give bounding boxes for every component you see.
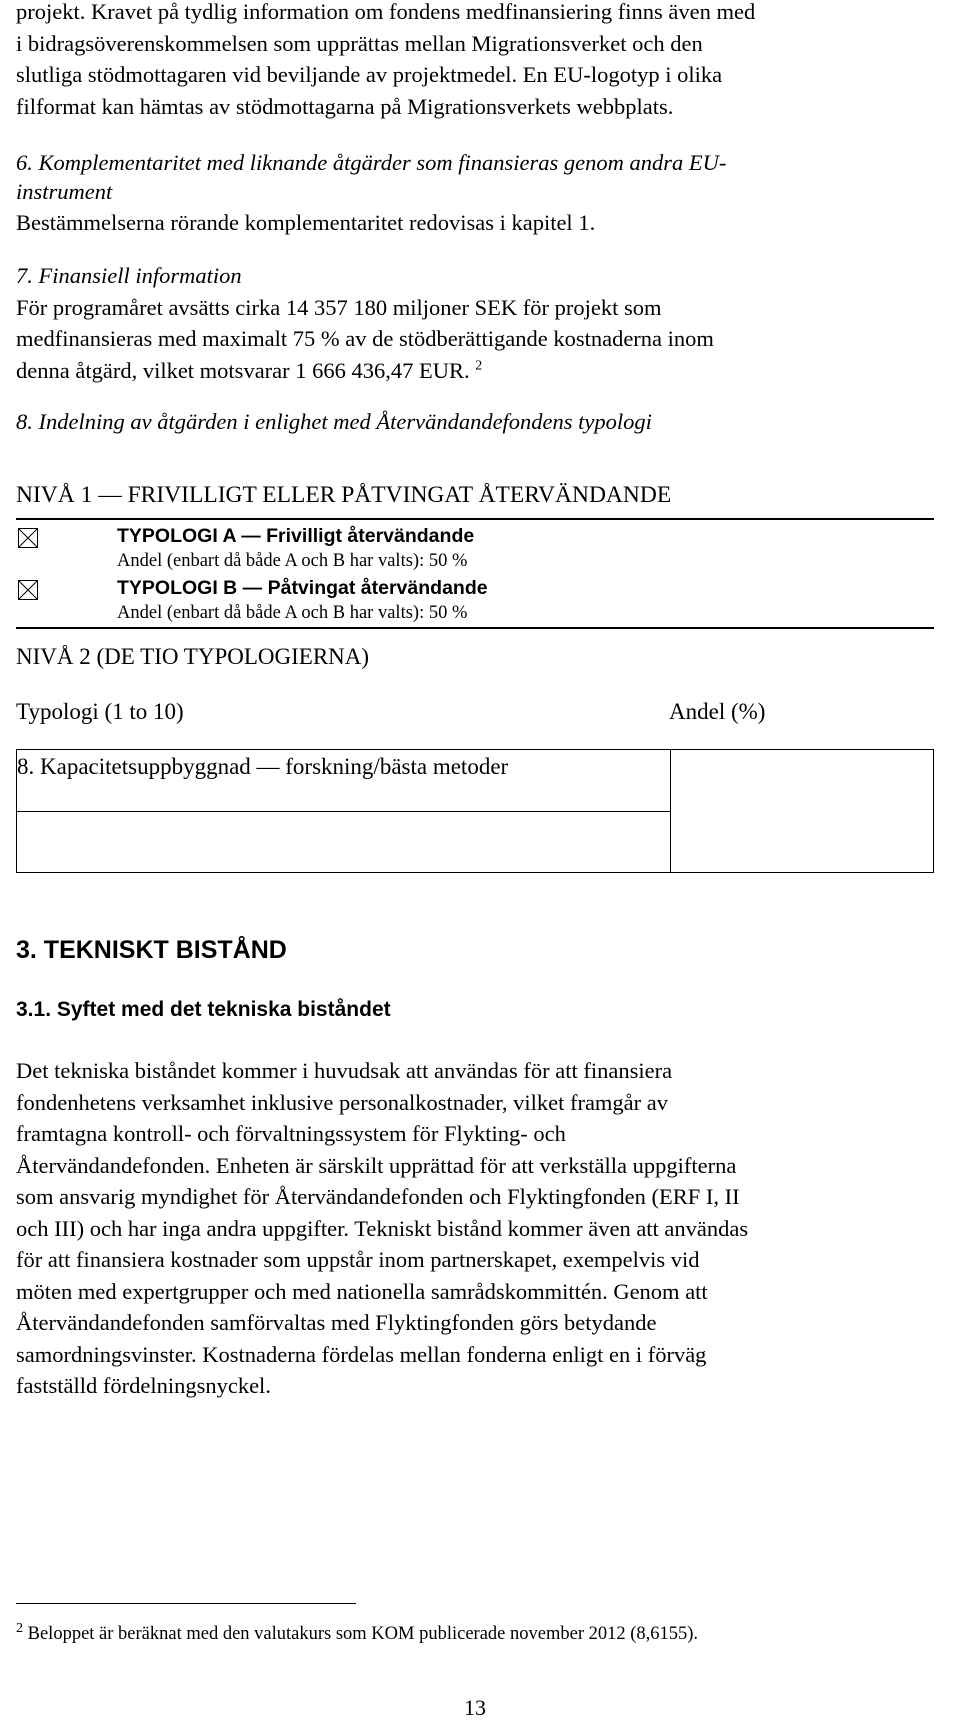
typology-a-checkbox[interactable] (18, 528, 38, 548)
chapter-3-body (16, 1055, 936, 1402)
typology-a-title: TYPOLOGI A — Frivilligt återvändande (117, 525, 475, 547)
typology-b-title: TYPOLOGI B — Påtvingat återvändande (117, 577, 488, 599)
typology-b-share: Andel (enbart då både A och B har valts): 50 % (117, 603, 468, 623)
section-6-heading-cont: instrument (16, 178, 113, 204)
level-1-title: NIVÅ 1 — FRIVILLIGT ELLER PÅTVINGAT ÅTERVÄNDANDE (16, 482, 672, 508)
body-line: för att finansiera kostnader som uppstår inom partnerskapet, exempelvis vid (16, 1247, 700, 1272)
intro-line: projekt. Kravet på tydlig information om fondens medfinansiering finns även med (16, 0, 756, 24)
typology-table (16, 749, 934, 873)
body-line: Återvändandefonden. Enheten är särskilt upprättad för att verkställa uppgifterna (16, 1152, 737, 1178)
body-line: Återvändandefonden samförvaltas med Flyktingfonden görs betydande (16, 1310, 657, 1335)
body-line: framtagna kontroll- och förvaltningssystem för Flykting- och (16, 1121, 566, 1146)
footnote-reference[interactable]: 2 (475, 358, 483, 373)
body-line: som ansvarig myndighet för Återvändandefonden och Flyktingfonden (ERF I, II (16, 1184, 740, 1209)
section-7-line-text: denna åtgärd, vilket motsvarar 1 666 436,47 EUR. (16, 357, 470, 383)
typology-b-checkbox[interactable] (18, 580, 38, 600)
page-number: 13 (464, 1695, 486, 1720)
checked-box-icon (18, 580, 38, 600)
section-7-heading: 7. Finansiell information (16, 263, 242, 288)
footnote-text: Beloppet är beräknat med den valutakurs som KOM publicerade november 2012 (8,6155). (27, 1624, 699, 1644)
body-line: fastställd fördelningsnyckel. (16, 1373, 271, 1398)
divider (16, 518, 934, 520)
body-line: Det tekniska biståndet kommer i huvudsak att användas för att finansiera (16, 1058, 673, 1083)
body-line: möten med expertgrupper och med nationella samrådskommittén. Genom att (16, 1278, 708, 1304)
section-8-heading: 8. Indelning av åtgärden i enlighet med Återvändandefondens typologi (16, 409, 652, 434)
section-6-body: Bestämmelserna rörande komplementaritet redovisas i kapitel 1. (16, 209, 596, 235)
intro-line: slutliga stödmottagaren vid beviljande av projektmedel. En EU-logotyp i olika (16, 62, 723, 87)
divider (16, 627, 934, 629)
intro-line: filformat kan hämtas av stödmottagarna på Migrationsverkets webbplats. (16, 93, 674, 119)
section-6 (16, 147, 936, 238)
checked-box-icon (18, 528, 38, 548)
chapter-3-1-heading: 3.1. Syftet med det tekniska biståndet (16, 998, 391, 1021)
table-divider (17, 811, 670, 812)
footnote (16, 1620, 698, 1648)
body-line: samordningsvinster. Kostnaderna fördelas mellan fonderna enligt en i förväg (16, 1341, 707, 1367)
section-7-line: För programåret avsätts cirka 14 357 180 miljoner SEK för projekt som (16, 294, 662, 320)
table-divider (670, 750, 671, 872)
footnote-number: 2 (16, 1620, 23, 1636)
typology-a-share: Andel (enbart då både A och B har valts): 50 % (117, 551, 468, 571)
section-6-heading: 6. Komplementaritet med liknande åtgärder som finansieras genom andra EU- (16, 150, 727, 175)
section-7-line: medfinansieras med maximalt 75 % av de stödberättigande kostnaderna inom (16, 326, 714, 351)
body-line: fondenhetens verksamhet inklusive personalkostnader, vilket framgår av (16, 1089, 669, 1115)
level-2-title: NIVÅ 2 (DE TIO TYPOLOGIERNA) (16, 644, 370, 669)
section-7 (16, 260, 936, 386)
body-line: och III) och har inga andra uppgifter. Tekniskt bistånd kommer även att användas (16, 1215, 749, 1241)
footnote-separator (16, 1603, 356, 1604)
table-header-typology: Typologi (1 to 10) (16, 699, 184, 724)
chapter-3-heading: 3. TEKNISKT BISTÅND (16, 936, 287, 964)
intro-line: i bidragsöverenskommelsen som upprättas mellan Migrationsverket och den (16, 30, 703, 56)
intro-paragraph (16, 0, 936, 122)
table-header-share: Andel (%) (669, 699, 766, 724)
section-7-line (16, 355, 936, 387)
table-row-typology: 8. Kapacitetsuppbyggnad — forskning/bästa metoder (17, 754, 509, 779)
